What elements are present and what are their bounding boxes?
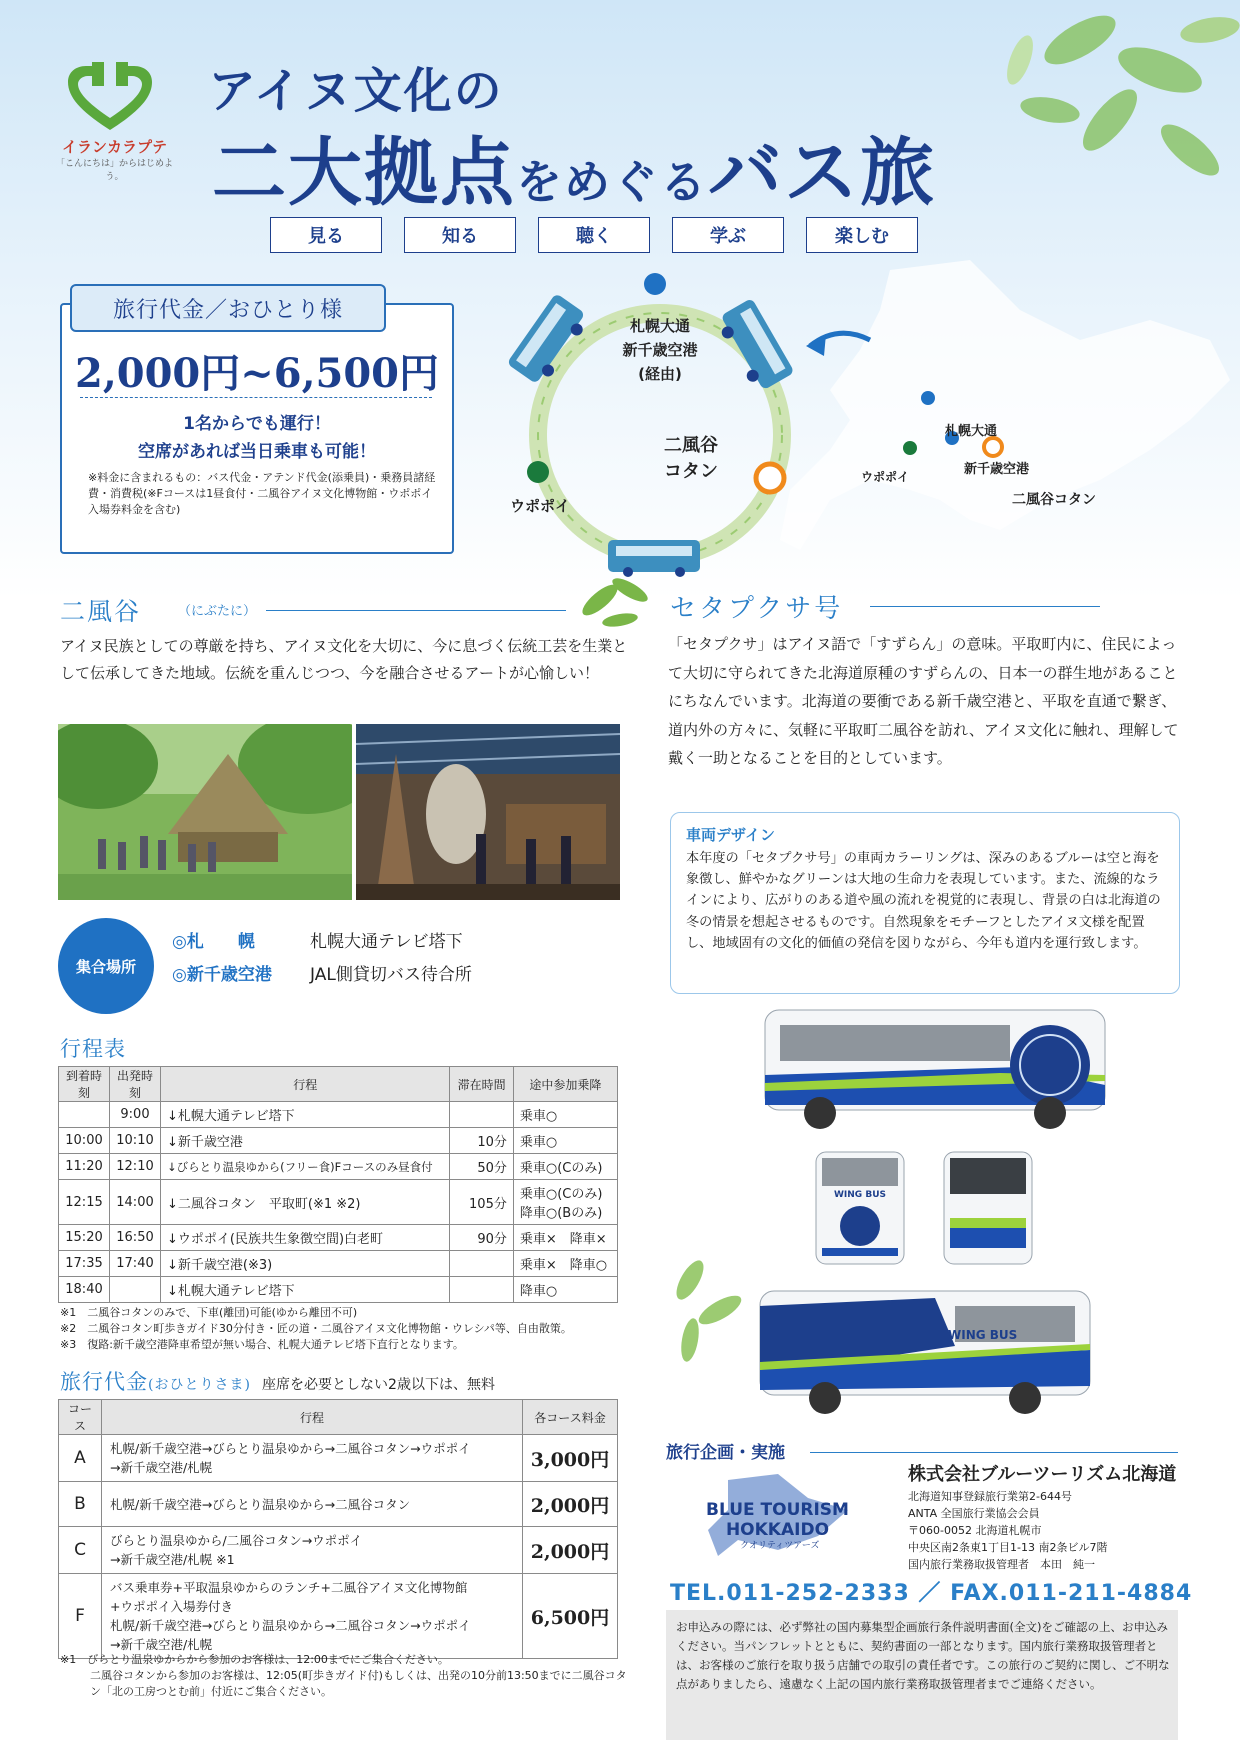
table-row: B 札幌/新千歳空港→びらとり温泉ゆから→二風谷コタン 2,000円 bbox=[59, 1482, 618, 1527]
company-name: 株式会社ブルーツーリズム北海道 bbox=[908, 1464, 1177, 1485]
table-row: 11:20 12:10 ↓びらとり温泉ゆから(フリー食)Fコースのみ昼食付 50分 乗車○(Cのみ) bbox=[59, 1154, 618, 1180]
brand-tagline: 「こんにちは」からはじめよう。 bbox=[55, 159, 173, 182]
map-label-sapporo: 札幌大通 bbox=[945, 424, 998, 439]
arrow-icon bbox=[806, 334, 826, 356]
hokkaido-map bbox=[770, 250, 1240, 570]
table-row: 15:20 16:50 ↓ウポポイ(民族共生象徴空間)白老町 90分 乗車× 降車× bbox=[59, 1225, 618, 1251]
nibutani-body: アイヌ民族としての尊厳を持ち、アイヌ文化を大切に、今に息づく伝統工芸を生業として伝承してきた地域。伝統を重んじつつ、今を融合させるアートが心愉しい！ bbox=[60, 637, 628, 682]
stop-upopoy-icon bbox=[527, 461, 549, 483]
bus-front-view bbox=[812, 1148, 908, 1273]
table-row: 10:00 10:10 ↓新千歳空港 10分 乗車○ bbox=[59, 1128, 618, 1154]
meeting-place2-value: JAL側貸切バス待合所 bbox=[310, 965, 472, 985]
map-nibutani-icon bbox=[984, 438, 1002, 456]
cost-table bbox=[58, 1399, 618, 1659]
map-sapporo-icon bbox=[921, 391, 935, 405]
bus-side-view-2 bbox=[755, 1286, 1095, 1418]
pill-learn: 学ぶ bbox=[672, 217, 784, 253]
pill-enjoy: 楽しむ bbox=[806, 217, 918, 253]
route-center-sapporo: 札幌大通 bbox=[629, 317, 690, 335]
bus-back-view bbox=[940, 1148, 1036, 1273]
price-note: ※料金に含まれるもの：バス代金・アテンド代金(添乗員)・乗務員諸経費・消費税(※Fコースは1昼食付・二風谷アイヌ文化博物館・ウポポイ入場券料金を含む) bbox=[88, 471, 436, 516]
brand-name: イランカラプテ bbox=[61, 138, 167, 156]
nibutani-heading: 二風谷 bbox=[60, 597, 142, 626]
vehicle-design-body: 本年度の「セタプクサ号」の車両カラーリングは、深みのあるブルーは空と海を象徴し、鮮やかなグリーンは大地の生命力を表現しています。また、流線的なラインにより、広がりのある道や風の流れを視覚的に表現し、背景の白は北海道の冬の情景を想起させるものです。自然現象をモチーフとしたアイヌ文様を配置し、地域固有の文化的価値の発信を図りながら、今年も道内を運行致します。 bbox=[686, 851, 1161, 951]
company-logo-text: BLUE TOURISM HOKKAIDO bbox=[706, 1500, 849, 1540]
setapukusa-heading: セタプクサ号 bbox=[670, 594, 844, 624]
route-center-label bbox=[590, 314, 730, 386]
price-range: 2,000円~6,500円 bbox=[74, 350, 440, 397]
company-rule bbox=[810, 1452, 1178, 1453]
photo-cise-village bbox=[58, 724, 352, 900]
col-course: コース bbox=[59, 1400, 102, 1435]
pill-listen: 聴く bbox=[538, 217, 650, 253]
price-highlight bbox=[60, 410, 454, 466]
table-row: A 札幌/新千歳空港→びらとり温泉ゆから→二風谷コタン→ウポポイ →新千歳空港/札幌 3,000円 bbox=[59, 1435, 618, 1482]
leaf-decoration-icon bbox=[960, 0, 1240, 250]
col-departure: 出発時刻 bbox=[110, 1067, 161, 1102]
pill-know: 知る bbox=[404, 217, 516, 253]
map-label-upopoy: ウポポイ bbox=[861, 470, 910, 484]
nibutani-reading: （にぶたに） bbox=[178, 604, 257, 619]
brand-logo-icon bbox=[62, 62, 158, 134]
cost-heading: 旅行代金(おひとりさま) 座席を必要としない2歳以下は、無料 bbox=[60, 1370, 495, 1394]
map-upopoy-icon bbox=[903, 441, 917, 455]
price-divider bbox=[80, 397, 432, 398]
table-row: 9:00 ↓札幌大通テレビ塔下 乗車○ bbox=[59, 1102, 618, 1128]
route-upopoy-label: ウポポイ bbox=[510, 497, 571, 515]
company-section-heading: 旅行企画・実施 bbox=[666, 1443, 785, 1463]
col-stay: 滞在時間 bbox=[450, 1067, 513, 1102]
route-nibu-line2: コタン bbox=[664, 461, 718, 482]
company-logo-sub: クオリティツアーズ bbox=[740, 1541, 820, 1551]
pill-see: 見る bbox=[270, 217, 382, 253]
theme-pills bbox=[270, 217, 918, 253]
page-title-line2 bbox=[212, 114, 936, 220]
table-row: 18:40 ↓札幌大通テレビ塔下 降車○ bbox=[59, 1277, 618, 1303]
meeting-place2-label: ◎新千歳空港 bbox=[172, 965, 272, 985]
table-row: F バス乗車券+平取温泉ゆからのランチ+二風谷アイヌ文化博物館 +ウポポイ入場券付き 札幌/新千歳空港→びらとり温泉ゆから→二風谷コタン→ウポポイ →新千歳空港/札幌 6,500円 bbox=[59, 1574, 618, 1659]
route-center-chitose: 新千歳空港 bbox=[622, 341, 698, 359]
title-part-c: バス旅 bbox=[708, 130, 936, 216]
bus-front-label: WING BUS bbox=[834, 1190, 886, 1200]
leaf-branch-icon bbox=[650, 1240, 760, 1390]
schedule-table bbox=[58, 1066, 618, 1303]
route-nibu-line1: 二風谷 bbox=[664, 435, 718, 456]
nibutani-heading-rule bbox=[266, 610, 566, 611]
schedule-notes: ※1 二風谷コタンのみで、下車(離団)可能(ゆから離団不可) ※2 二風谷コタン町歩きガイド30分付き・匠の道・二風谷アイヌ文化博物館・ウレシパ等、自由散策。 ※3 復路:新千歳空港降車希望が無い場合、札幌大通テレビ塔下直行となります。 bbox=[60, 1306, 572, 1351]
bus-side-label: WING BUS bbox=[948, 1328, 1018, 1342]
col-route: 行程 bbox=[102, 1400, 523, 1435]
route-nibutani-label bbox=[664, 433, 718, 485]
price-line1: 1名からでも運行！ bbox=[183, 414, 331, 434]
meeting-place1-label: ◎札 幌 bbox=[172, 932, 255, 952]
cost-footnotes: ※1 びらとり温泉ゆからから参加のお客様は、12:00までにご集合ください。 二風谷コタンから参加のお客様は、12:05(町歩きガイド付)もしくは、出発の10分前13:50までに二風谷コタン「北の工房つとむ前」付近にご集合ください。 bbox=[60, 1653, 627, 1698]
map-label-nibutani: 二風谷コタン bbox=[1012, 492, 1096, 508]
schedule-heading: 行程表 bbox=[60, 1037, 126, 1061]
setapukusa-heading-rule bbox=[870, 606, 1100, 607]
price-line2: 空席があれば当日乗車も可能！ bbox=[138, 442, 376, 462]
table-header-row bbox=[59, 1067, 618, 1102]
table-row: C びらとり温泉ゆから/二風谷コタン→ウポポイ →新千歳空港/札幌 ※1 2,000円 bbox=[59, 1527, 618, 1574]
notice-text: お申込みの際には、必ず弊社の国内募集型企画旅行条件説明書面(全文)をご確認の上、お申込みください。当パンフレットとともに、契約書面の一部となります。国内旅行業務取扱管理者とは、お客様のご旅行を取り扱う店舗での取引の責任者です。この旅行のご契約に関し、ご不明な点がありましたら、遠慮なく上記の国内旅行業務取扱管理者までご連絡ください。 bbox=[676, 1620, 1170, 1691]
table-row: 17:35 17:40 ↓新千歳空港(※3) 乗車× 降車○ bbox=[59, 1251, 618, 1277]
leaf-sprig-icon bbox=[560, 560, 670, 640]
col-price: 各コース料金 bbox=[523, 1400, 618, 1435]
col-route: 行程 bbox=[161, 1067, 450, 1102]
table-header-row bbox=[59, 1400, 618, 1435]
stop-sapporo-icon bbox=[644, 273, 666, 295]
col-arrival: 到着時刻 bbox=[59, 1067, 110, 1102]
col-boarding: 途中参加乗降 bbox=[513, 1067, 617, 1102]
title-part-a: 二大拠点 bbox=[212, 130, 516, 216]
meeting-place1-value: 札幌大通テレビ塔下 bbox=[310, 932, 463, 952]
map-label-chitose: 新千歳空港 bbox=[964, 462, 1030, 477]
meeting-badge: 集合場所 bbox=[58, 918, 154, 1014]
bus-side-view bbox=[760, 1005, 1110, 1133]
route-center-via: (経由) bbox=[638, 365, 682, 383]
page-title-line1: アイヌ文化の bbox=[208, 63, 504, 119]
table-row: 12:15 14:00 ↓二風谷コタン 平取町(※1 ※2) 105分 乗車○(Cのみ) 降車○(Bのみ) bbox=[59, 1180, 618, 1225]
price-box-tab: 旅行代金／おひとり様 bbox=[70, 284, 386, 332]
company-info: 北海道知事登録旅行業第2-644号 ANTA 全国旅行業協会会員 〒060-0052 北海道札幌市 中央区南2条東1丁目1-13 南2条ビル7階 国内旅行業務取扱管理者 本田 純一 bbox=[908, 1490, 1108, 1571]
vehicle-design-heading: 車両デザイン bbox=[686, 826, 775, 844]
setapukusa-body: 「セタプクサ」はアイヌ語で「すずらん」の意味。平取町内に、住民によって大切に守られてきた北海道原種のすずらんの、日本一の群生地があることにちなんでいます。北海道の要衝である新千歳空港と、平取を直通で繋ぎ、道内外の方々に、気軽に平取町二風谷を訪れ、アイヌ文化に触れ、理解して戴く一助となることを目的としています。 bbox=[668, 635, 1179, 767]
contact-phone-fax[interactable]: TEL.011-252-2333 ／ FAX.011-211-4884 bbox=[670, 1581, 1193, 1606]
title-part-b: をめぐる bbox=[516, 155, 708, 209]
photo-museum-interior bbox=[356, 724, 620, 900]
